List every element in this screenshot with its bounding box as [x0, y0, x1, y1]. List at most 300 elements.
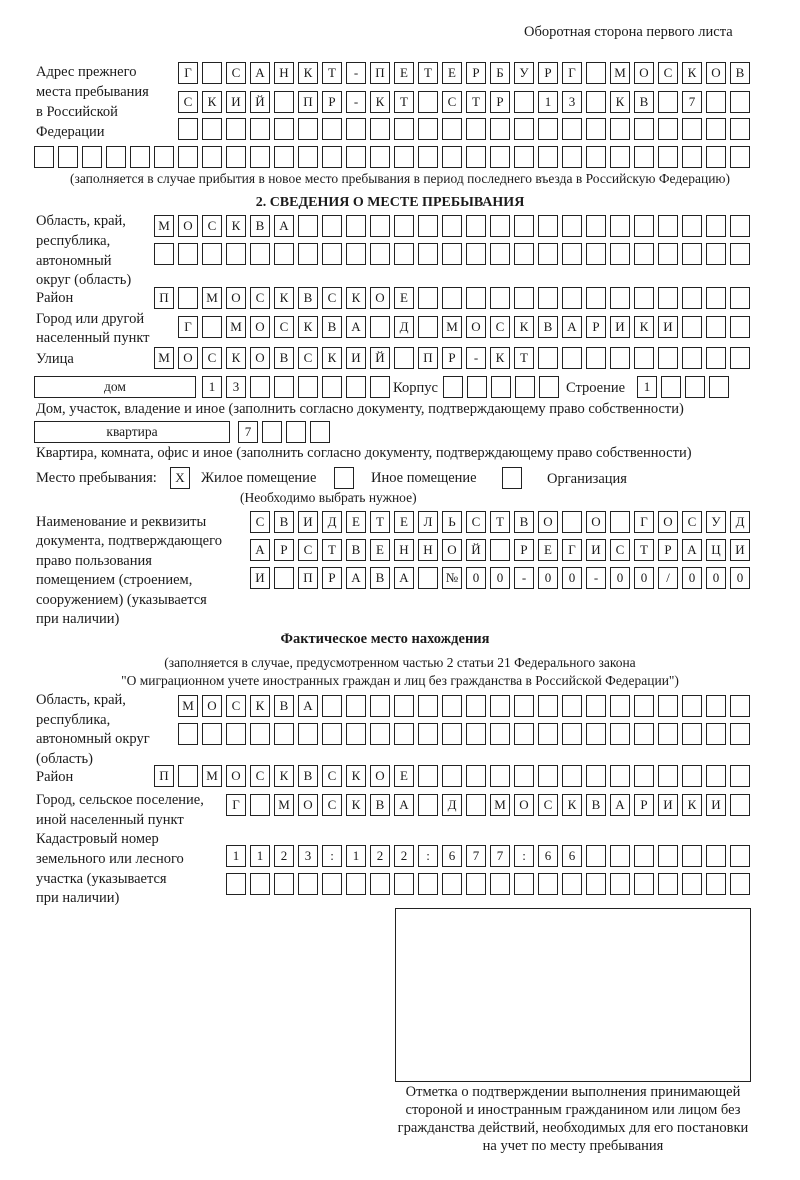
char-cell[interactable]	[346, 146, 366, 168]
char-cell[interactable]	[562, 146, 582, 168]
char-cell[interactable]: Е	[394, 511, 414, 533]
char-cell[interactable]	[370, 215, 390, 237]
char-cell[interactable]	[586, 118, 606, 140]
char-cell[interactable]: О	[178, 215, 198, 237]
char-cell[interactable]	[706, 316, 726, 338]
char-cell[interactable]: :	[418, 845, 438, 867]
char-cell[interactable]: В	[298, 765, 318, 787]
char-cell[interactable]: Т	[370, 511, 390, 533]
char-cell[interactable]	[394, 118, 414, 140]
char-cell[interactable]: -	[586, 567, 606, 589]
char-cell[interactable]	[610, 243, 630, 265]
char-cell[interactable]: С	[658, 62, 678, 84]
char-cell[interactable]	[202, 316, 222, 338]
char-cell[interactable]	[490, 118, 510, 140]
char-cell[interactable]	[442, 723, 462, 745]
char-cell[interactable]	[442, 287, 462, 309]
char-cell[interactable]: В	[514, 511, 534, 533]
char-cell[interactable]: А	[274, 215, 294, 237]
char-cell[interactable]	[586, 723, 606, 745]
char-cell[interactable]: О	[370, 765, 390, 787]
char-cell[interactable]: К	[370, 91, 390, 113]
char-cell[interactable]	[418, 794, 438, 816]
char-cell[interactable]: В	[370, 567, 390, 589]
char-cell[interactable]: А	[562, 316, 582, 338]
char-cell[interactable]: -	[346, 91, 366, 113]
char-cell[interactable]: 0	[490, 567, 510, 589]
char-cell[interactable]	[706, 91, 726, 113]
char-cell[interactable]	[706, 765, 726, 787]
char-cell[interactable]	[370, 723, 390, 745]
char-cell[interactable]	[586, 845, 606, 867]
char-cell[interactable]: Т	[322, 62, 342, 84]
char-cell[interactable]	[634, 347, 654, 369]
char-cell[interactable]	[682, 215, 702, 237]
char-cell[interactable]: 1	[637, 376, 657, 398]
char-cell[interactable]: Р	[442, 347, 462, 369]
char-cell[interactable]	[634, 765, 654, 787]
char-cell[interactable]	[730, 723, 750, 745]
char-cell[interactable]	[610, 511, 630, 533]
char-cell[interactable]	[658, 118, 678, 140]
char-cell[interactable]: О	[250, 316, 270, 338]
char-cell[interactable]	[562, 695, 582, 717]
char-cell[interactable]	[514, 146, 534, 168]
char-cell[interactable]: 1	[250, 845, 270, 867]
char-cell[interactable]	[682, 243, 702, 265]
char-cell[interactable]	[274, 146, 294, 168]
char-cell[interactable]	[610, 146, 630, 168]
char-cell[interactable]	[490, 539, 510, 561]
char-cell[interactable]	[658, 215, 678, 237]
char-cell[interactable]	[514, 91, 534, 113]
char-cell[interactable]: С	[250, 511, 270, 533]
char-cell[interactable]: С	[226, 695, 246, 717]
char-cell[interactable]: И	[298, 511, 318, 533]
char-cell[interactable]	[394, 243, 414, 265]
char-cell[interactable]	[706, 287, 726, 309]
char-cell[interactable]: Р	[514, 539, 534, 561]
char-cell[interactable]	[178, 765, 198, 787]
char-cell[interactable]: С	[466, 511, 486, 533]
char-cell[interactable]	[346, 118, 366, 140]
char-cell[interactable]	[442, 765, 462, 787]
char-cell[interactable]	[466, 215, 486, 237]
char-cell[interactable]: К	[274, 765, 294, 787]
char-cell[interactable]	[562, 243, 582, 265]
char-cell[interactable]: Г	[178, 62, 198, 84]
char-cell[interactable]: О	[658, 511, 678, 533]
char-cell[interactable]	[418, 91, 438, 113]
char-cell[interactable]: Е	[394, 765, 414, 787]
char-cell[interactable]	[634, 118, 654, 140]
char-cell[interactable]	[514, 723, 534, 745]
char-cell[interactable]	[298, 215, 318, 237]
char-cell[interactable]: К	[226, 347, 246, 369]
char-cell[interactable]	[274, 567, 294, 589]
char-cell[interactable]: /	[658, 567, 678, 589]
char-cell[interactable]	[562, 723, 582, 745]
char-cell[interactable]: 1	[538, 91, 558, 113]
char-cell[interactable]: О	[178, 347, 198, 369]
char-cell[interactable]	[610, 765, 630, 787]
char-cell[interactable]	[442, 118, 462, 140]
char-cell[interactable]: Г	[178, 316, 198, 338]
char-cell[interactable]: Т	[634, 539, 654, 561]
char-cell[interactable]: С	[322, 287, 342, 309]
char-cell[interactable]	[178, 118, 198, 140]
char-cell[interactable]: С	[202, 347, 222, 369]
char-cell[interactable]	[562, 765, 582, 787]
char-cell[interactable]: А	[250, 62, 270, 84]
char-cell[interactable]	[682, 765, 702, 787]
char-cell[interactable]	[310, 421, 330, 443]
char-cell[interactable]: 3	[298, 845, 318, 867]
house-type-field[interactable]: дом	[34, 376, 196, 398]
char-cell[interactable]	[250, 723, 270, 745]
char-cell[interactable]	[443, 376, 463, 398]
char-cell[interactable]	[658, 146, 678, 168]
char-cell[interactable]	[562, 347, 582, 369]
char-cell[interactable]: 0	[730, 567, 750, 589]
char-cell[interactable]	[610, 695, 630, 717]
char-cell[interactable]: О	[226, 287, 246, 309]
char-cell[interactable]	[562, 287, 582, 309]
char-cell[interactable]: 3	[562, 91, 582, 113]
char-cell[interactable]	[730, 873, 750, 895]
char-cell[interactable]	[730, 91, 750, 113]
char-cell[interactable]: :	[514, 845, 534, 867]
char-cell[interactable]	[298, 146, 318, 168]
char-cell[interactable]	[490, 873, 510, 895]
char-cell[interactable]	[730, 146, 750, 168]
char-cell[interactable]: О	[514, 794, 534, 816]
char-cell[interactable]	[586, 62, 606, 84]
char-cell[interactable]	[202, 118, 222, 140]
char-cell[interactable]	[586, 347, 606, 369]
char-cell[interactable]: А	[346, 316, 366, 338]
char-cell[interactable]: К	[682, 62, 702, 84]
char-cell[interactable]	[418, 723, 438, 745]
char-cell[interactable]: А	[610, 794, 630, 816]
char-cell[interactable]: 1	[226, 845, 246, 867]
char-cell[interactable]	[730, 695, 750, 717]
char-cell[interactable]	[709, 376, 729, 398]
char-cell[interactable]	[682, 146, 702, 168]
char-cell[interactable]: А	[250, 539, 270, 561]
char-cell[interactable]: А	[394, 794, 414, 816]
char-cell[interactable]	[661, 376, 681, 398]
char-cell[interactable]: П	[154, 287, 174, 309]
char-cell[interactable]: 6	[442, 845, 462, 867]
char-cell[interactable]: К	[610, 91, 630, 113]
char-cell[interactable]	[514, 695, 534, 717]
char-cell[interactable]	[586, 146, 606, 168]
char-cell[interactable]: А	[298, 695, 318, 717]
char-cell[interactable]: П	[370, 62, 390, 84]
char-cell[interactable]: Р	[274, 539, 294, 561]
char-cell[interactable]	[634, 873, 654, 895]
char-cell[interactable]: О	[370, 287, 390, 309]
char-cell[interactable]: 7	[466, 845, 486, 867]
stay-option-organization-checkbox[interactable]	[502, 467, 522, 489]
char-cell[interactable]: П	[154, 765, 174, 787]
char-cell[interactable]	[682, 845, 702, 867]
char-cell[interactable]: Л	[418, 511, 438, 533]
char-cell[interactable]	[274, 873, 294, 895]
char-cell[interactable]	[466, 118, 486, 140]
char-cell[interactable]: М	[154, 215, 174, 237]
char-cell[interactable]	[250, 794, 270, 816]
char-cell[interactable]	[538, 215, 558, 237]
char-cell[interactable]	[442, 146, 462, 168]
char-cell[interactable]	[298, 873, 318, 895]
char-cell[interactable]	[298, 376, 318, 398]
char-cell[interactable]	[466, 765, 486, 787]
char-cell[interactable]	[226, 243, 246, 265]
char-cell[interactable]: В	[298, 287, 318, 309]
char-cell[interactable]: Й	[370, 347, 390, 369]
char-cell[interactable]: О	[298, 794, 318, 816]
char-cell[interactable]: Н	[274, 62, 294, 84]
char-cell[interactable]: У	[514, 62, 534, 84]
char-cell[interactable]	[274, 243, 294, 265]
char-cell[interactable]	[538, 765, 558, 787]
char-cell[interactable]	[730, 118, 750, 140]
char-cell[interactable]: Е	[538, 539, 558, 561]
char-cell[interactable]	[490, 723, 510, 745]
char-cell[interactable]	[658, 243, 678, 265]
char-cell[interactable]	[202, 243, 222, 265]
char-cell[interactable]	[418, 243, 438, 265]
char-cell[interactable]: Т	[490, 511, 510, 533]
char-cell[interactable]: И	[586, 539, 606, 561]
char-cell[interactable]: Д	[394, 316, 414, 338]
char-cell[interactable]	[730, 316, 750, 338]
char-cell[interactable]: С	[274, 316, 294, 338]
char-cell[interactable]: О	[202, 695, 222, 717]
char-cell[interactable]	[202, 146, 222, 168]
char-cell[interactable]	[322, 215, 342, 237]
char-cell[interactable]: 7	[682, 91, 702, 113]
char-cell[interactable]: Ь	[442, 511, 462, 533]
char-cell[interactable]: К	[514, 316, 534, 338]
char-cell[interactable]: Н	[394, 539, 414, 561]
char-cell[interactable]: Й	[466, 539, 486, 561]
char-cell[interactable]	[682, 695, 702, 717]
char-cell[interactable]: Е	[394, 287, 414, 309]
char-cell[interactable]	[634, 146, 654, 168]
char-cell[interactable]	[106, 146, 126, 168]
char-cell[interactable]: О	[634, 62, 654, 84]
char-cell[interactable]	[394, 347, 414, 369]
char-cell[interactable]	[178, 287, 198, 309]
char-cell[interactable]: К	[346, 765, 366, 787]
char-cell[interactable]	[370, 873, 390, 895]
char-cell[interactable]	[490, 215, 510, 237]
char-cell[interactable]: П	[298, 91, 318, 113]
char-cell[interactable]: 0	[562, 567, 582, 589]
char-cell[interactable]: -	[466, 347, 486, 369]
char-cell[interactable]: О	[442, 539, 462, 561]
char-cell[interactable]	[250, 376, 270, 398]
char-cell[interactable]	[538, 118, 558, 140]
char-cell[interactable]: О	[226, 765, 246, 787]
stay-option-residential-checkbox[interactable]: X	[170, 467, 190, 489]
char-cell[interactable]	[250, 146, 270, 168]
apartment-type-field[interactable]: квартира	[34, 421, 230, 443]
char-cell[interactable]	[491, 376, 511, 398]
char-cell[interactable]: А	[394, 567, 414, 589]
char-cell[interactable]	[514, 287, 534, 309]
char-cell[interactable]	[467, 376, 487, 398]
char-cell[interactable]	[466, 287, 486, 309]
char-cell[interactable]	[466, 146, 486, 168]
char-cell[interactable]	[322, 873, 342, 895]
char-cell[interactable]	[706, 347, 726, 369]
char-cell[interactable]: Е	[346, 511, 366, 533]
char-cell[interactable]	[682, 723, 702, 745]
char-cell[interactable]: М	[226, 316, 246, 338]
char-cell[interactable]	[442, 873, 462, 895]
char-cell[interactable]: К	[298, 316, 318, 338]
char-cell[interactable]: 1	[202, 376, 222, 398]
char-cell[interactable]: И	[610, 316, 630, 338]
char-cell[interactable]	[346, 723, 366, 745]
char-cell[interactable]: И	[658, 794, 678, 816]
char-cell[interactable]: И	[226, 91, 246, 113]
char-cell[interactable]: №	[442, 567, 462, 589]
char-cell[interactable]	[586, 91, 606, 113]
char-cell[interactable]	[490, 695, 510, 717]
char-cell[interactable]	[154, 146, 174, 168]
char-cell[interactable]	[538, 695, 558, 717]
char-cell[interactable]	[658, 723, 678, 745]
char-cell[interactable]: Т	[466, 91, 486, 113]
char-cell[interactable]	[466, 873, 486, 895]
char-cell[interactable]: К	[274, 287, 294, 309]
char-cell[interactable]	[466, 723, 486, 745]
char-cell[interactable]: И	[706, 794, 726, 816]
char-cell[interactable]	[274, 91, 294, 113]
char-cell[interactable]: 2	[370, 845, 390, 867]
char-cell[interactable]: Е	[442, 62, 462, 84]
char-cell[interactable]: Т	[322, 539, 342, 561]
char-cell[interactable]	[370, 243, 390, 265]
char-cell[interactable]: 0	[466, 567, 486, 589]
char-cell[interactable]: 0	[538, 567, 558, 589]
char-cell[interactable]	[634, 695, 654, 717]
char-cell[interactable]	[682, 873, 702, 895]
char-cell[interactable]	[274, 723, 294, 745]
char-cell[interactable]: В	[730, 62, 750, 84]
char-cell[interactable]	[610, 287, 630, 309]
char-cell[interactable]	[466, 243, 486, 265]
char-cell[interactable]: Г	[562, 539, 582, 561]
char-cell[interactable]: К	[346, 287, 366, 309]
char-cell[interactable]	[346, 215, 366, 237]
char-cell[interactable]	[262, 421, 282, 443]
char-cell[interactable]: 0	[706, 567, 726, 589]
char-cell[interactable]	[370, 146, 390, 168]
char-cell[interactable]: С	[610, 539, 630, 561]
char-cell[interactable]: М	[490, 794, 510, 816]
char-cell[interactable]	[370, 118, 390, 140]
char-cell[interactable]	[730, 243, 750, 265]
char-cell[interactable]	[346, 873, 366, 895]
char-cell[interactable]	[706, 845, 726, 867]
char-cell[interactable]: Е	[370, 539, 390, 561]
char-cell[interactable]	[274, 118, 294, 140]
char-cell[interactable]	[586, 215, 606, 237]
char-cell[interactable]	[730, 794, 750, 816]
char-cell[interactable]	[634, 243, 654, 265]
char-cell[interactable]: К	[226, 215, 246, 237]
char-cell[interactable]	[562, 873, 582, 895]
char-cell[interactable]: К	[346, 794, 366, 816]
char-cell[interactable]: К	[298, 62, 318, 84]
char-cell[interactable]: В	[274, 695, 294, 717]
char-cell[interactable]	[730, 215, 750, 237]
char-cell[interactable]: В	[274, 347, 294, 369]
char-cell[interactable]	[418, 316, 438, 338]
char-cell[interactable]	[682, 316, 702, 338]
char-cell[interactable]: Д	[322, 511, 342, 533]
char-cell[interactable]: В	[538, 316, 558, 338]
char-cell[interactable]: Р	[490, 91, 510, 113]
char-cell[interactable]: В	[346, 539, 366, 561]
char-cell[interactable]	[682, 118, 702, 140]
char-cell[interactable]	[274, 376, 294, 398]
char-cell[interactable]	[250, 243, 270, 265]
char-cell[interactable]: К	[322, 347, 342, 369]
char-cell[interactable]: Г	[634, 511, 654, 533]
char-cell[interactable]	[370, 316, 390, 338]
char-cell[interactable]: Т	[514, 347, 534, 369]
char-cell[interactable]	[586, 765, 606, 787]
char-cell[interactable]	[610, 215, 630, 237]
char-cell[interactable]: К	[202, 91, 222, 113]
char-cell[interactable]: Г	[226, 794, 246, 816]
char-cell[interactable]	[562, 118, 582, 140]
char-cell[interactable]: Т	[394, 91, 414, 113]
char-cell[interactable]: С	[202, 215, 222, 237]
char-cell[interactable]: О	[586, 511, 606, 533]
char-cell[interactable]	[658, 873, 678, 895]
char-cell[interactable]: И	[730, 539, 750, 561]
char-cell[interactable]	[250, 873, 270, 895]
char-cell[interactable]	[538, 723, 558, 745]
char-cell[interactable]	[730, 765, 750, 787]
char-cell[interactable]	[610, 873, 630, 895]
char-cell[interactable]	[442, 215, 462, 237]
char-cell[interactable]: Т	[418, 62, 438, 84]
char-cell[interactable]: В	[634, 91, 654, 113]
char-cell[interactable]	[658, 91, 678, 113]
char-cell[interactable]: И	[250, 567, 270, 589]
char-cell[interactable]: С	[490, 316, 510, 338]
char-cell[interactable]	[418, 118, 438, 140]
char-cell[interactable]	[322, 118, 342, 140]
char-cell[interactable]	[538, 347, 558, 369]
char-cell[interactable]: 1	[346, 845, 366, 867]
char-cell[interactable]: С	[538, 794, 558, 816]
char-cell[interactable]: М	[178, 695, 198, 717]
char-cell[interactable]: С	[250, 287, 270, 309]
char-cell[interactable]	[706, 243, 726, 265]
char-cell[interactable]: С	[178, 91, 198, 113]
char-cell[interactable]	[418, 215, 438, 237]
